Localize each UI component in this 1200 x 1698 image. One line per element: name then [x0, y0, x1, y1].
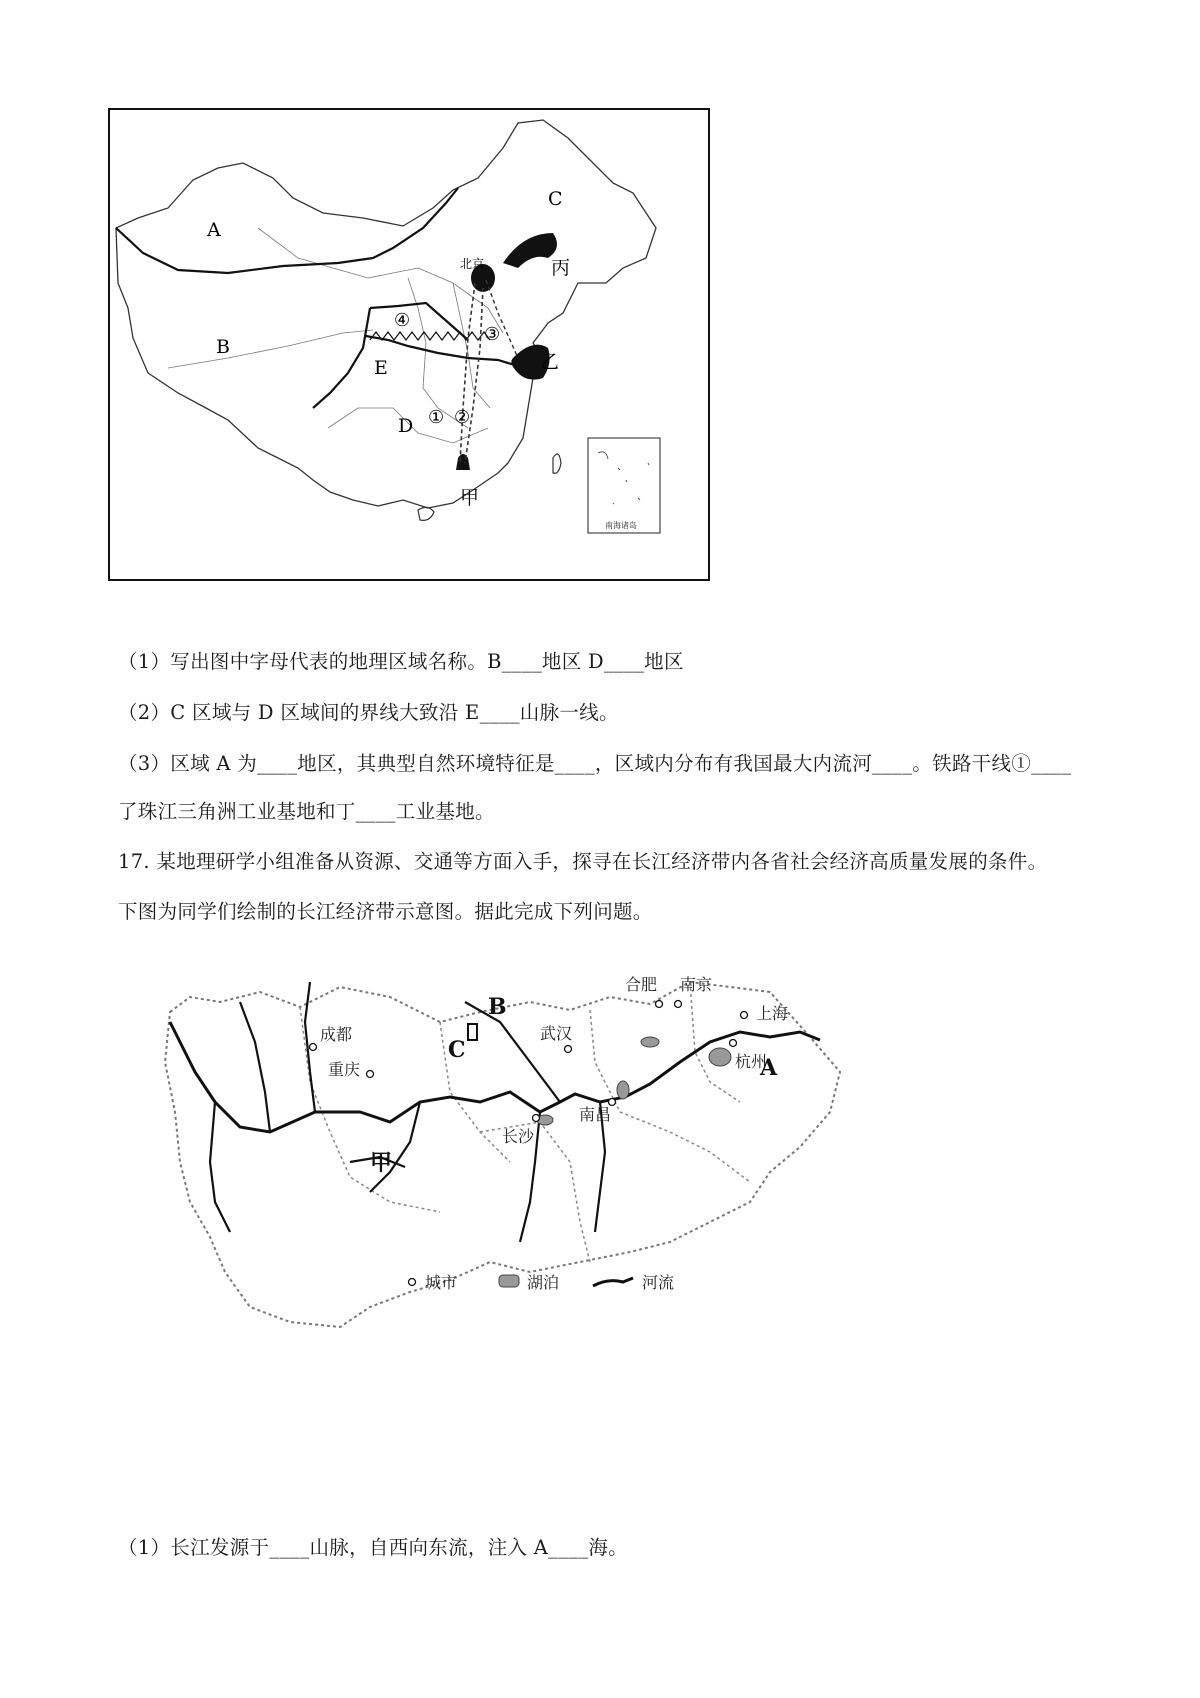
city-label-chengdu: 成都: [320, 1025, 353, 1044]
tributary-yalong: [210, 1102, 230, 1232]
lake-chaohu: [641, 1037, 659, 1047]
railway-label-2: ②: [454, 407, 471, 428]
label-b: B: [488, 994, 507, 1020]
dam-c: [468, 1024, 477, 1040]
lake-taihu: [709, 1048, 731, 1066]
region-label-e: E: [374, 357, 388, 379]
city-dot-hefei: [656, 1001, 663, 1008]
q16-part1: （1）写出图中字母代表的地理区域名称。B____地区 D____地区: [118, 650, 684, 673]
tributary-han: [465, 1002, 560, 1102]
city-dot-hangzhou: [730, 1040, 737, 1047]
legend-river: 河流: [642, 1273, 675, 1292]
legend: [409, 1273, 675, 1292]
label-jia: 甲: [370, 1150, 393, 1176]
city-label-wuhan: 武汉: [540, 1024, 573, 1043]
city-dot-chengdu: [310, 1044, 317, 1051]
base-label-jia: 甲: [460, 487, 480, 509]
city-dot-changsha: [533, 1115, 540, 1122]
city-dot-chongqing: [367, 1071, 374, 1078]
region-label-c: C: [548, 188, 563, 210]
inset-label: 南海诸岛: [605, 521, 637, 530]
q16-part3-line2: 了珠江三角洲工业基地和丁____工业基地。: [118, 800, 495, 823]
label-a: A: [760, 1055, 778, 1081]
base-label-yi: 乙: [540, 351, 560, 373]
q17-stem-line1: 17. 某地理研学小组准备从资源、交通等方面入手，探寻在长江经济带内各省社会经济高质量发展的条件。: [118, 850, 1048, 873]
railway-label-3: ③: [484, 324, 501, 345]
city-dot-nanjing: [675, 1001, 682, 1008]
legend-lake: 湖泊: [527, 1273, 560, 1292]
railway-label-1: ①: [428, 407, 445, 428]
legend-city: 城市: [425, 1273, 458, 1292]
railway-label-4: ④: [394, 310, 411, 331]
tributary-wu: [370, 1102, 420, 1192]
city-label-changsha: 长沙: [502, 1127, 535, 1146]
region-label-b: B: [216, 336, 230, 358]
city-label-hangzhou: 杭州: [735, 1052, 768, 1071]
city-label-shanghai: 上海: [756, 1004, 789, 1023]
region-label-d: D: [398, 415, 414, 437]
china-regions-map: [108, 108, 710, 581]
tributary-min: [240, 1002, 270, 1132]
label-c: C: [448, 1037, 466, 1063]
city-label-nanchang: 南昌: [579, 1105, 612, 1124]
q17-part1: （1）长江发源于____山脉，自西向东流，注入 A____海。: [118, 1536, 628, 1559]
city-label-hefei: 合肥: [625, 975, 658, 994]
q16-part2: （2）C 区域与 D 区域间的界线大致沿 E____山脉一线。: [118, 701, 619, 724]
city-label-beijing: 北京: [460, 257, 485, 271]
city-label-chongqing: 重庆: [328, 1060, 361, 1079]
q17-stem-line2: 下图为同学们绘制的长江经济带示意图。据此完成下列问题。: [118, 900, 653, 923]
lake-poyang: [617, 1081, 629, 1099]
base-label-bing: 丙: [551, 257, 571, 279]
yangtze-economic-belt-map: [150, 962, 870, 1420]
city-dot-shanghai: [741, 1012, 748, 1019]
city-label-nanjing: 南京: [680, 975, 713, 994]
q16-part3-line1: （3）区域 A 为____地区，其典型自然环境特征是____，区域内分布有我国最大内流河____。铁路干线①____: [118, 752, 1072, 775]
region-label-a: A: [207, 219, 221, 241]
city-dot-wuhan: [565, 1046, 572, 1053]
